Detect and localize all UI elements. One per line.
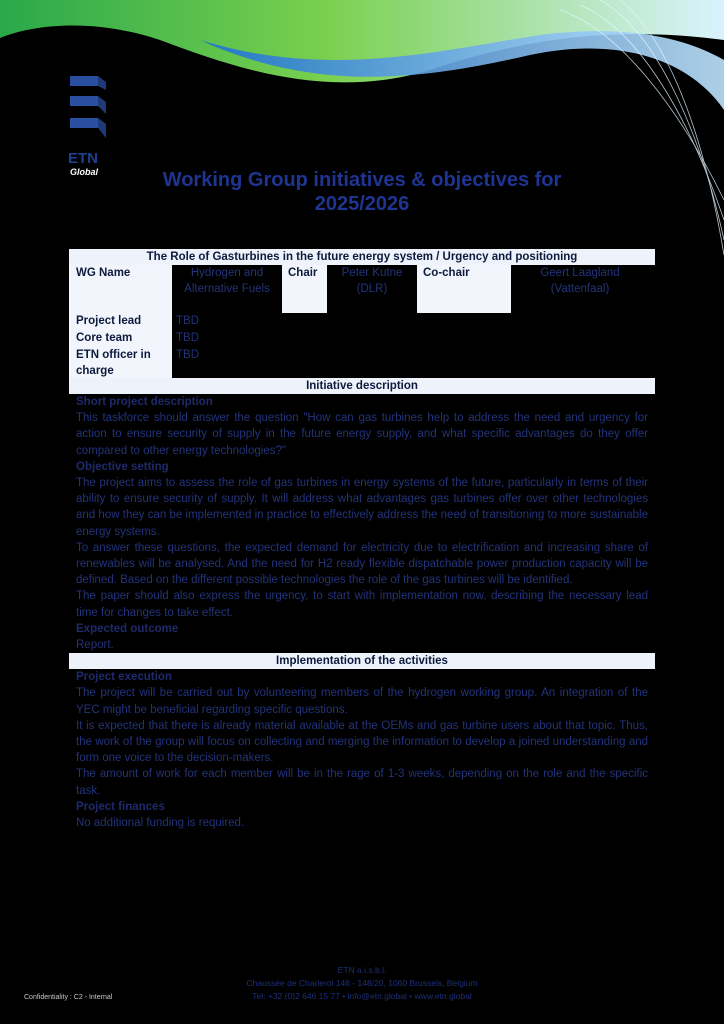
etn-logo-icon: [62, 74, 114, 144]
initiative-section: [69, 394, 655, 653]
outcome-text: Report.: [76, 639, 114, 652]
implementation-header: Implementation of the activities: [69, 653, 655, 669]
table-header: The Role of Gasturbines in the future energy system / Urgency and positioning: [69, 249, 655, 265]
confidentiality-label: Confidentiality : C2 - Internal: [24, 994, 113, 1001]
initiative-header: Initiative description: [69, 378, 655, 394]
chair-value: Peter Kutne (DLR): [341, 267, 403, 296]
execution-paragraph: It is expected that there is already material available at the OEMs and gas turbine users about that topic. Thus, the work of the group will focus on collecting and merging the information to develop a joined understanding and form one voice to the decision-makers.: [76, 719, 648, 765]
core-team-row: [69, 330, 655, 347]
footer-address: Chaussée de Charleroi 146 - 148/20, 1060 Brussels, Belgium: [246, 978, 478, 988]
chair-label: Chair: [282, 265, 327, 313]
core-team-label: Core team: [69, 330, 172, 347]
objective-paragraph: The project aims to assess the role of gas turbines in energy systems of the future, particularly in terms of their ability to ensure security of supply. It will address what advantages gas turbines offer over other technologies and how they can be implemented in practice to effectively address the need of transitioning to more sustainable energy systems.: [76, 477, 648, 538]
etn-officer-row: [69, 347, 655, 378]
project-lead-label: Project lead: [69, 313, 172, 330]
short-description-heading: Short project description: [76, 396, 213, 408]
implementation-section: [69, 669, 655, 831]
execution-paragraph: The project will be carried out by volunteering members of the hydrogen working group. An integration of the YEC might be beneficial regarding specific questions.: [76, 687, 648, 716]
wg-name-label: WG Name: [69, 265, 172, 313]
objective-heading: Objective setting: [76, 460, 169, 473]
document-body: [69, 249, 655, 831]
etn-officer-value: TBD: [176, 349, 199, 361]
cochair-label: Co-chair: [417, 265, 511, 313]
cochair-value: Geert Laagland (Vattenfaal): [540, 267, 620, 296]
project-lead-value: TBD: [176, 315, 199, 327]
footer-contact: Tel: +32 (0)2 646 15 77 • info@etn.global • www.etn.global: [252, 991, 472, 1001]
wg-name-value: Hydrogen and Alternative Fuels: [184, 267, 270, 296]
footer: [220, 964, 504, 1003]
execution-heading: Project execution: [76, 671, 172, 684]
etn-officer-label: ETN officer in charge: [69, 347, 172, 378]
wg-row: [69, 265, 655, 313]
finances-text: No additional funding is required.: [76, 817, 245, 830]
project-lead-row: [69, 313, 655, 330]
objective-paragraph: The paper should also express the urgency, to start with implementation now, describing the necessary lead time for changes to take effect.: [76, 590, 648, 619]
footer-company: ETN a.i.s.b.l.: [337, 965, 387, 975]
objective-paragraph: To answer these questions, the expected demand for electricity due to electrification and increasing share of renewables will be analysed. And the need for H2 ready flexible dispatchable power production capacity will be defined. Based on the different possible technologies the role of the gas turbines will be identified.: [76, 541, 648, 587]
finances-heading: Project finances: [76, 800, 165, 813]
outcome-heading: Expected outcome: [76, 622, 179, 635]
execution-paragraph: The amount of work for each member will be in the rage of 1-3 weeks, depending on the role and the specific task.: [76, 768, 648, 797]
logo-text: ETN: [68, 150, 98, 167]
core-team-value: TBD: [176, 332, 199, 344]
short-description-text: This taskforce should answer the question "How can gas turbines help to address the need and urgency for action to ensure security of supply in the future energy supply, and what specific advantages do they offer compared to other energy technologies?": [76, 412, 648, 457]
page-title: Working Group initiatives & objectives for 2025/2026: [162, 169, 562, 215]
logo-subtext: Global: [70, 167, 99, 177]
